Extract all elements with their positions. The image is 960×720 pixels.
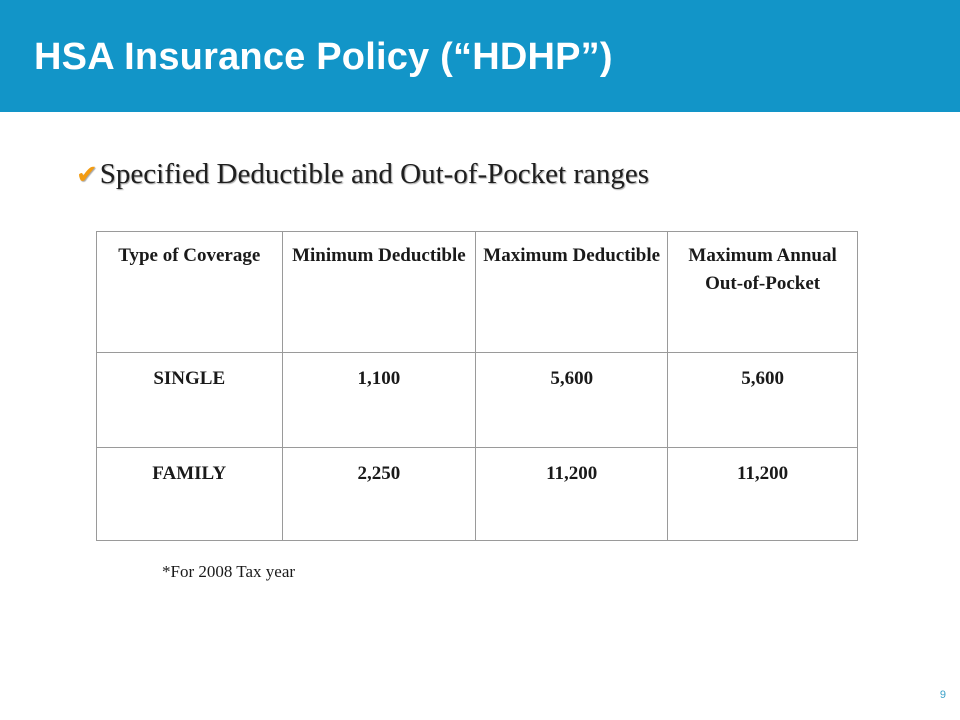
slide-title: HSA Insurance Policy (“HDHP”)	[34, 36, 613, 78]
cell-max-deductible: 11,200	[476, 448, 668, 541]
cell-max-deductible: 5,600	[476, 353, 668, 448]
cell-coverage-type: FAMILY	[97, 448, 283, 541]
cell-max-out-of-pocket: 5,600	[668, 353, 858, 448]
cell-max-out-of-pocket: 11,200	[668, 448, 858, 541]
header-minimum-deductible: Minimum Deductible	[282, 232, 476, 353]
header-type-of-coverage: Type of Coverage	[97, 232, 283, 353]
cell-min-deductible: 1,100	[282, 353, 476, 448]
check-icon: ✔	[76, 159, 98, 190]
header-maximum-out-of-pocket: Maximum Annual Out-of-Pocket	[668, 232, 858, 353]
bullet-point	[76, 158, 649, 191]
header-maximum-deductible: Maximum Deductible	[476, 232, 668, 353]
cell-min-deductible: 2,250	[282, 448, 476, 541]
table-header-row	[97, 232, 858, 353]
cell-coverage-type: SINGLE	[97, 353, 283, 448]
table-row	[97, 448, 858, 541]
table-row	[97, 353, 858, 448]
footnote: *For 2008 Tax year	[162, 562, 296, 581]
bullet-text: Specified Deductible and Out-of-Pocket ranges	[99, 158, 649, 190]
hdhp-limits-table	[96, 231, 858, 541]
page-number: 9	[939, 689, 946, 701]
